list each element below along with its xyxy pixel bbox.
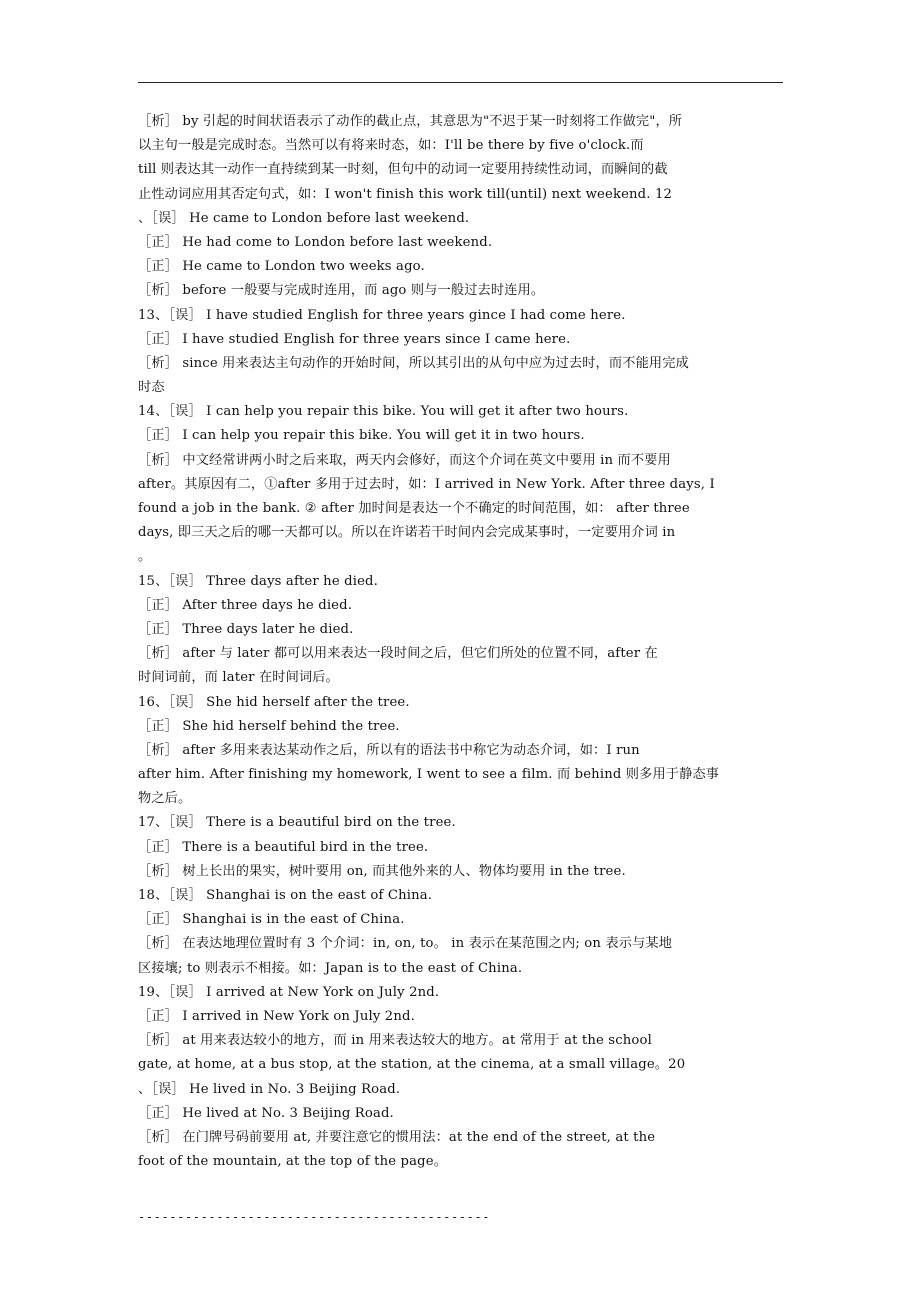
text-line: days, 即三天之后的哪一天都可以。所以在许诺若干时间内会完成某事时，一定要用介词 in [138,525,676,541]
text-line: ［正］ I have studied English for three years since I came here. [138,331,571,347]
text-line: foot of the mountain, at the top of the page。 [138,1154,448,1170]
text-line: ［正］ Three days later he died. [138,621,354,637]
text-line: 15、［误］ Three days after he died. [138,573,378,589]
text-line: ［正］ He had come to London before last weekend. [138,234,493,250]
text-line: 以主句一般是完成时态。当然可以有将来时态，如：I'll be there by five o'clock.而 [138,138,644,154]
text-line: ［析］ 在表达地理位置时有 3 个介词：in, on, to。 in 表示在某范围之内; on 表示与某地 [138,936,673,952]
text-line: ［正］ Shanghai is in the east of China. [138,912,405,928]
text-line: ［正］ He came to London two weeks ago. [138,259,425,275]
text-line: ［正］ I arrived in New York on July 2nd. [138,1008,415,1024]
text-line: ［析］ 树上长出的果实，树叶要用 on, 而其他外来的人、物体均要用 in the tree. [138,863,626,879]
text-line: found a job in the bank. ② after 加时间是表达一个不确定的时间范围，如： after three [138,501,690,516]
text-line: 、［误］ He came to London before last weekend. [138,210,470,226]
text-line: 。 [138,549,152,565]
text-line: ［正］ There is a beautiful bird in the tree. [138,839,429,855]
text-line: 16、［误］ She hid herself after the tree. [138,694,410,710]
text-line: ［析］ at 用来表达较小的地方，而 in 用来表达较大的地方。at 常用于 at the school [138,1033,652,1049]
text-line: ［析］ 在门牌号码前要用 at, 并要注意它的惯用法：at the end of the street, at the [138,1129,656,1145]
text-line: ［析］ since 用来表达主句动作的开始时间，所以其引出的从句中应为过去时，而不能用完成 [138,355,689,371]
text-line: ［析］ after 多用来表达某动作之后，所以有的语法书中称它为动态介词，如：I run [138,742,640,758]
text-line: ［析］ before 一般要与完成时连用，而 ago 则与一般过去时连用。 [138,283,545,299]
text-line: 19、［误］ I arrived at New York on July 2nd. [138,984,440,1000]
text-line: till 则表达其一动作一直持续到某一时刻，但句中的动词一定要用持续性动词，而瞬间的截 [138,162,668,178]
text-line: ［析］ by 引起的时间状语表示了动作的截止点，其意思为"不迟于某一时刻将工作做完"，所 [138,114,683,129]
text-line: after。其原因有二，①after 多用于过去时，如：I arrived in New York. After three days, I [138,476,715,492]
document-body [138,110,788,1174]
text-line: 时间词前，而 later 在时间词后。 [138,670,339,686]
text-line: ［析］ after 与 later 都可以用来表达一段时间之后，但它们所处的位置不同，after 在 [138,646,658,662]
text-line: 17、［误］ There is a beautiful bird on the tree. [138,815,456,831]
text-line: gate, at home, at a bus stop, at the station, at the cinema, at a small village。20 [138,1057,686,1073]
text-line: 14、［误］ I can help you repair this bike. You will get it after two hours. [138,404,629,420]
text-line: 区接壤; to 则表示不相接。如：Japan is to the east of China. [138,960,523,976]
text-line: 13、［误］ I have studied English for three years gince I had come here. [138,307,626,323]
text-line: ［正］ After three days he died. [138,597,353,613]
text-line: 物之后。 [138,791,192,807]
text-line: 止性动词应用其否定句式，如：I won't finish this work till(until) next weekend. 12 [138,186,673,202]
text-line: ［正］ She hid herself behind the tree. [138,718,400,734]
text-line: ［析］ 中文经常讲两小时之后来取，两天内会修好，而这个介词在英文中要用 in 而不要用 [138,452,671,468]
text-line: ［正］ He lived at No. 3 Beijing Road. [138,1105,394,1121]
text-line: 、［误］ He lived in No. 3 Beijing Road. [138,1081,401,1097]
text-line: 时态 [138,380,165,396]
footer-dashed-rule: --------------------------------------------- [138,1210,491,1224]
header-rule [138,82,783,83]
text-line: ［正］ I can help you repair this bike. You will get it in two hours. [138,428,585,444]
text-line: after him. After finishing my homework, I went to see a film. 而 behind 则多用于静态事 [138,767,720,783]
text-line: 18、［误］ Shanghai is on the east of China. [138,888,433,903]
